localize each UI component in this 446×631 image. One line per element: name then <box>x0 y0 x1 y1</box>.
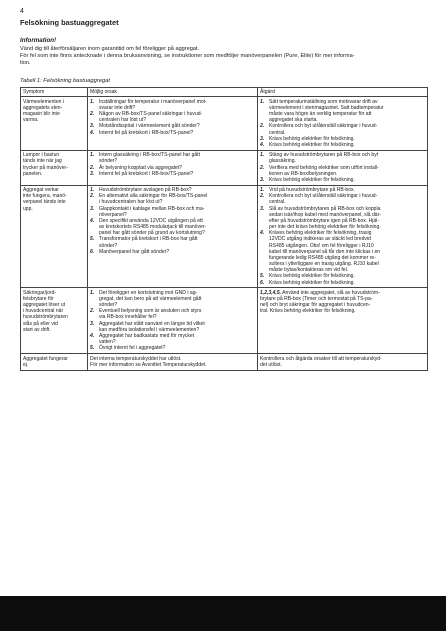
table-row <box>21 288 428 354</box>
action-line: tionen av RB-box/belysningen. <box>269 170 338 177</box>
action-line: Krävs behörig elektriker för felsökning. <box>269 135 355 142</box>
action-text <box>260 356 425 368</box>
cause-line: Eventuell belysning som är ansluten och styrs <box>99 308 202 315</box>
action-cell <box>258 185 428 288</box>
cause-line: Manöverpanel har gått sönder? <box>99 248 170 255</box>
action-cell <box>258 97 428 150</box>
action-text <box>269 230 380 273</box>
header-cause: Möjlig orsak <box>88 88 258 97</box>
symptom-line: Värmeelementen i <box>23 98 64 105</box>
action-line: Kontrollera och åtgärda orsaker till att temperaturskyd- <box>260 355 382 362</box>
action-number: 4. <box>260 230 265 237</box>
symptom-line: inte fungera, manö- <box>23 193 67 200</box>
troubleshooting-table <box>20 87 428 371</box>
cause-item <box>90 345 255 351</box>
cause-cell <box>88 97 258 150</box>
cause-number: 5. <box>90 345 95 352</box>
action-line: sedan isär/ihop kabel med manöverpanel, slå där- <box>269 211 381 218</box>
cause-line: Inställningar för temperatur i manöverpanel mot- <box>99 98 207 105</box>
symptom-line: varma. <box>23 117 39 124</box>
action-number: 4. <box>260 141 265 148</box>
action-number: 1. <box>260 152 265 159</box>
cause-line: Internt fel på kretskort i RB-box/TS-panel? <box>99 129 194 136</box>
action-number: 6. <box>260 279 265 286</box>
cause-number: 3. <box>90 205 95 212</box>
cause-line: sönder? <box>99 242 118 249</box>
action-item <box>260 193 425 205</box>
symptom-cell <box>21 288 88 354</box>
cause-item <box>90 152 255 164</box>
cause-line: növerpanel? <box>99 211 127 218</box>
action-line: Kontrollera och byt ut/återställ säkringar i huvud- <box>269 123 378 130</box>
action-line: Krävs behörig elektriker för felsökning. <box>269 279 355 286</box>
action-number: 2. <box>260 123 265 130</box>
symptom-line: ej. <box>23 361 29 368</box>
action-text <box>269 123 377 135</box>
action-item <box>260 152 425 164</box>
action-line: Verifiera med behörig elektriker som utfört install- <box>269 164 379 171</box>
cause-text <box>99 308 201 320</box>
symptom-cell <box>21 185 88 288</box>
cause-number: 1. <box>90 98 95 105</box>
action-text-first: Använd inte aggregatet, slå av huvudström- <box>281 289 380 296</box>
action-numbers: 1,2,3,4,5. <box>260 289 282 296</box>
cause-line: i huvudcentralen har löst ut? <box>99 199 163 206</box>
cause-number: 3. <box>90 170 95 177</box>
cause-item <box>90 290 255 308</box>
cause-number: 1. <box>90 187 95 194</box>
action-line: central. <box>269 129 286 136</box>
cause-line: Glappkontakt i kablage mellan RB-box och ma- <box>99 205 205 212</box>
action-line: Krävs behörig elektriker för felsökning. <box>269 176 355 183</box>
cause-number: 4. <box>90 129 95 136</box>
cause-line: Intern glassäkring i RB-box/TS-panel har gått <box>99 152 200 159</box>
action-text <box>269 152 378 164</box>
cause-line: panel har gått sönder på grund av kortslutning? <box>99 230 205 237</box>
action-number: 1. <box>260 98 265 105</box>
cause-number: 1. <box>90 289 95 296</box>
section-title: Felsökning bastuaggregatet <box>20 18 119 27</box>
action-text <box>269 177 355 183</box>
action-number: 3. <box>260 135 265 142</box>
cause-cell <box>88 354 258 371</box>
cause-number: 3. <box>90 320 95 327</box>
action-line: central. <box>269 199 286 206</box>
action-line: fungerande ledig RS485 utgång det kommer re- <box>269 254 376 261</box>
action-line: sultera i ytterliggare en trasig utgång. RJ10 kabel <box>269 261 379 268</box>
symptom-line: magasin blir inte <box>23 111 60 118</box>
action-line: aggregatet ska starta. <box>269 117 318 124</box>
cause-item <box>90 130 255 136</box>
symptom-line: aggregatet löser ut <box>23 302 66 309</box>
cause-item <box>90 308 255 320</box>
action-line: Vrid på huvudströmbrytare på RB-box. <box>269 187 355 194</box>
cause-line: Det interna temperaturskyddet har utlöst. <box>90 355 182 362</box>
cause-text <box>99 152 200 164</box>
action-line: glassäkring. <box>269 158 296 165</box>
action-list <box>260 99 425 148</box>
action-number: 3. <box>260 176 265 183</box>
page-number: 4 <box>20 8 24 15</box>
cause-line: via RB-box innehåller fel? <box>99 314 157 321</box>
symptom-cell <box>21 354 88 371</box>
action-item <box>260 280 425 286</box>
action-text <box>269 165 379 177</box>
cause-number: 1. <box>90 152 95 159</box>
info-line: tion. <box>20 60 31 66</box>
action-number: 1. <box>260 187 265 194</box>
cause-text <box>99 290 201 308</box>
action-line: tral. Krävs behörig elektriker för felsökning. <box>260 308 356 315</box>
action-line: Kräves behörig elektriker för felsökning, trasig <box>269 230 372 237</box>
cause-line: vatten? <box>99 339 116 346</box>
cause-line: gregat, det kan bero på att värmeelement gått <box>99 296 202 302</box>
action-text <box>260 290 425 315</box>
action-number: 2. <box>260 193 265 200</box>
cause-text <box>99 193 207 205</box>
action-line: Krävs behörig elektriker för felsökning. <box>269 273 355 280</box>
symptom-cell <box>21 97 88 150</box>
action-text <box>269 280 355 286</box>
cause-text <box>99 171 193 177</box>
symptom-line: Aggregat verkar <box>23 187 59 194</box>
cause-text <box>99 236 198 248</box>
symptom-line: aggregatets sten- <box>23 104 63 111</box>
action-text <box>269 142 355 148</box>
cause-number: 2. <box>90 164 95 171</box>
cause-line: av kretskortets RS485 modularjack till manöver- <box>99 224 207 231</box>
cause-line: centralen har löst ut? <box>99 117 147 124</box>
cause-number: 2. <box>90 308 95 315</box>
action-item <box>260 206 425 231</box>
cause-number: 6. <box>90 248 95 255</box>
action-line: Slå av huvudströmbrytaren på RB-box och koppla <box>269 205 381 212</box>
info-heading: Information! <box>20 37 57 44</box>
cause-line: svarar inte drift? <box>99 104 136 111</box>
cause-text <box>99 345 166 351</box>
cause-line: Aggregatet har stått oanvänt en längre tid vilket <box>99 320 205 327</box>
cause-line: Den specifikt använda 12VDC utgången på ett <box>99 217 203 224</box>
cause-line: Aggregatet har badkastats med för mycket <box>99 332 195 339</box>
cause-text <box>99 321 205 333</box>
symptom-line: panelen. <box>23 170 43 177</box>
cause-cell <box>88 150 258 185</box>
cause-text <box>99 99 207 111</box>
cause-line: sönder? <box>99 158 118 165</box>
cause-line: Övrigt internt fel i aggregatet? <box>99 345 166 352</box>
action-number: 5. <box>260 273 265 280</box>
symptom-line: upp. <box>23 205 33 212</box>
table-row <box>21 354 428 371</box>
action-list <box>260 187 425 286</box>
action-line: Kontrollera och byt ut/återställ säkringar i huvud- <box>269 193 378 200</box>
cause-item <box>90 193 255 205</box>
action-item <box>260 177 425 183</box>
symptom-line: slås på eller vid <box>23 320 58 327</box>
cause-item <box>90 206 255 218</box>
cause-number: 2. <box>90 111 95 118</box>
action-line: brytare på RB-box (Timer och termostat på TS-pa- <box>260 296 373 302</box>
cause-item <box>90 171 255 177</box>
cause-item <box>90 218 255 236</box>
action-item <box>260 230 425 273</box>
cause-list <box>90 187 255 255</box>
symptom-line: verpanel tänds inte <box>23 199 66 206</box>
action-line: måste bytas/kontakteras om vid fel. <box>269 267 349 274</box>
cause-number: 4. <box>90 332 95 339</box>
table-caption: Tabell 1: Felsökning bastuaggregat <box>20 78 111 84</box>
action-number: 2. <box>260 164 265 171</box>
action-number: 3. <box>260 205 265 212</box>
table-row <box>21 97 428 150</box>
cause-item <box>90 333 255 345</box>
cause-text <box>99 206 204 218</box>
cause-item <box>90 111 255 123</box>
info-line: För fel som inte finns antecknade i denna bruksanvisning, se instruktioner som medföljer manöverpanelen (Pure, Elite) för mer informa- <box>20 53 355 59</box>
action-item <box>260 165 425 177</box>
info-line: Vänd dig till återförsäljaren inom garantitid om fel föreligger på aggregat. <box>20 46 200 52</box>
cause-list <box>90 99 255 136</box>
symptom-line: i huvudcentral när <box>23 308 64 315</box>
action-text <box>269 206 381 231</box>
header-symptom: Symptom <box>21 88 88 97</box>
action-line: 12VDC utgång indikeras av släckt led bredvid <box>269 236 371 243</box>
cause-line: Transformator på kretskort i RB-box har gått <box>99 236 198 243</box>
cause-list <box>90 152 255 177</box>
cause-list <box>90 290 255 352</box>
table-body <box>21 97 428 370</box>
cause-item <box>90 236 255 248</box>
action-line: efter på huvudströmbrytare igen på RB-box. Hjäl- <box>269 217 379 224</box>
cause-text <box>99 333 194 345</box>
cause-line: sönder? <box>99 302 118 309</box>
cause-text <box>99 249 169 255</box>
symptom-line: tänds inte när jag <box>23 158 62 165</box>
cause-item <box>90 249 255 255</box>
action-line: måste vara högre än verklig temperatur för att <box>269 111 372 118</box>
action-text <box>269 99 384 124</box>
cause-cell <box>88 185 258 288</box>
action-line: det utlöst. <box>260 361 282 368</box>
symptom-line: start av drift. <box>23 326 51 333</box>
action-cell <box>258 288 428 354</box>
footer-bar <box>0 596 446 631</box>
cause-text <box>99 111 202 123</box>
action-line: Krävs behörig elektriker för felsökning. <box>269 141 355 148</box>
cause-number: 5. <box>90 236 95 243</box>
cause-line: Motståndsspiral i värmeelement gått sönder? <box>99 123 200 130</box>
symptom-line: trycker på manöver- <box>23 164 68 171</box>
header-action: Åtgärd <box>258 88 428 97</box>
table-row <box>21 150 428 185</box>
symptom-line: felsbrytare för <box>23 296 54 302</box>
cause-cell <box>88 288 258 354</box>
action-line: värmeelement i stenmagasinet. Satt badtemperatur <box>269 104 384 111</box>
cause-line: För mer information se Avsnittet Temperaturskyddet. <box>90 361 207 368</box>
cause-line: Det föreligger en kortslutning mot GND i ag- <box>99 289 198 296</box>
cause-line: Är belysning kopplad via aggregatet? <box>99 164 183 171</box>
action-line: nel) och bryt säkringar för aggregatet i huvudcen- <box>260 302 371 309</box>
symptom-cell <box>21 150 88 185</box>
cause-text <box>99 218 206 236</box>
action-cell <box>258 150 428 185</box>
table-header-row <box>21 88 428 97</box>
cause-item <box>90 99 255 111</box>
action-cell <box>258 354 428 371</box>
cause-number: 2. <box>90 193 95 200</box>
action-item <box>260 123 425 135</box>
cause-number: 4. <box>90 217 95 224</box>
cause-line: En alternativt alla säkringar för RB-box/TS-panel <box>99 193 208 200</box>
cause-line: Internt fel på kretskort i RB-box/TS-panel? <box>99 170 194 177</box>
action-item <box>260 142 425 148</box>
action-line: Stäng av huvudströmbrytaren på RB-box och byt <box>269 152 379 159</box>
cause-line: Huvudströmbrytare avslagen på RB-box? <box>99 187 192 194</box>
action-list <box>260 152 425 183</box>
symptom-line: Aggregatet fungerar <box>23 355 68 362</box>
cause-number: 3. <box>90 123 95 130</box>
action-item <box>260 99 425 124</box>
cause-item <box>90 321 255 333</box>
action-line: RS485 utgången. Obs! om fel föreligger i RJ10 <box>269 242 374 249</box>
symptom-line: huvudströmbrytaren <box>23 314 68 321</box>
action-line: Sätt temperaturinställning som motsvarar drift av <box>269 98 378 105</box>
symptom-line: Lampor i bastun <box>23 152 60 159</box>
symptom-line: Säkringar/jord- <box>23 289 57 296</box>
table-row <box>21 185 428 288</box>
cause-line: Någon av RB-box/TS-panel säkringar i huvud- <box>99 111 203 118</box>
action-line: per inte det krävs behörig elektriker för felsökning. <box>269 224 381 231</box>
cause-line: kan medföra isolationsfel i värmeelementen? <box>99 326 200 333</box>
cause-text <box>99 130 193 136</box>
action-text <box>269 193 377 205</box>
action-line: kabel till manöverpanel så får den inte klickas i en <box>269 248 381 255</box>
